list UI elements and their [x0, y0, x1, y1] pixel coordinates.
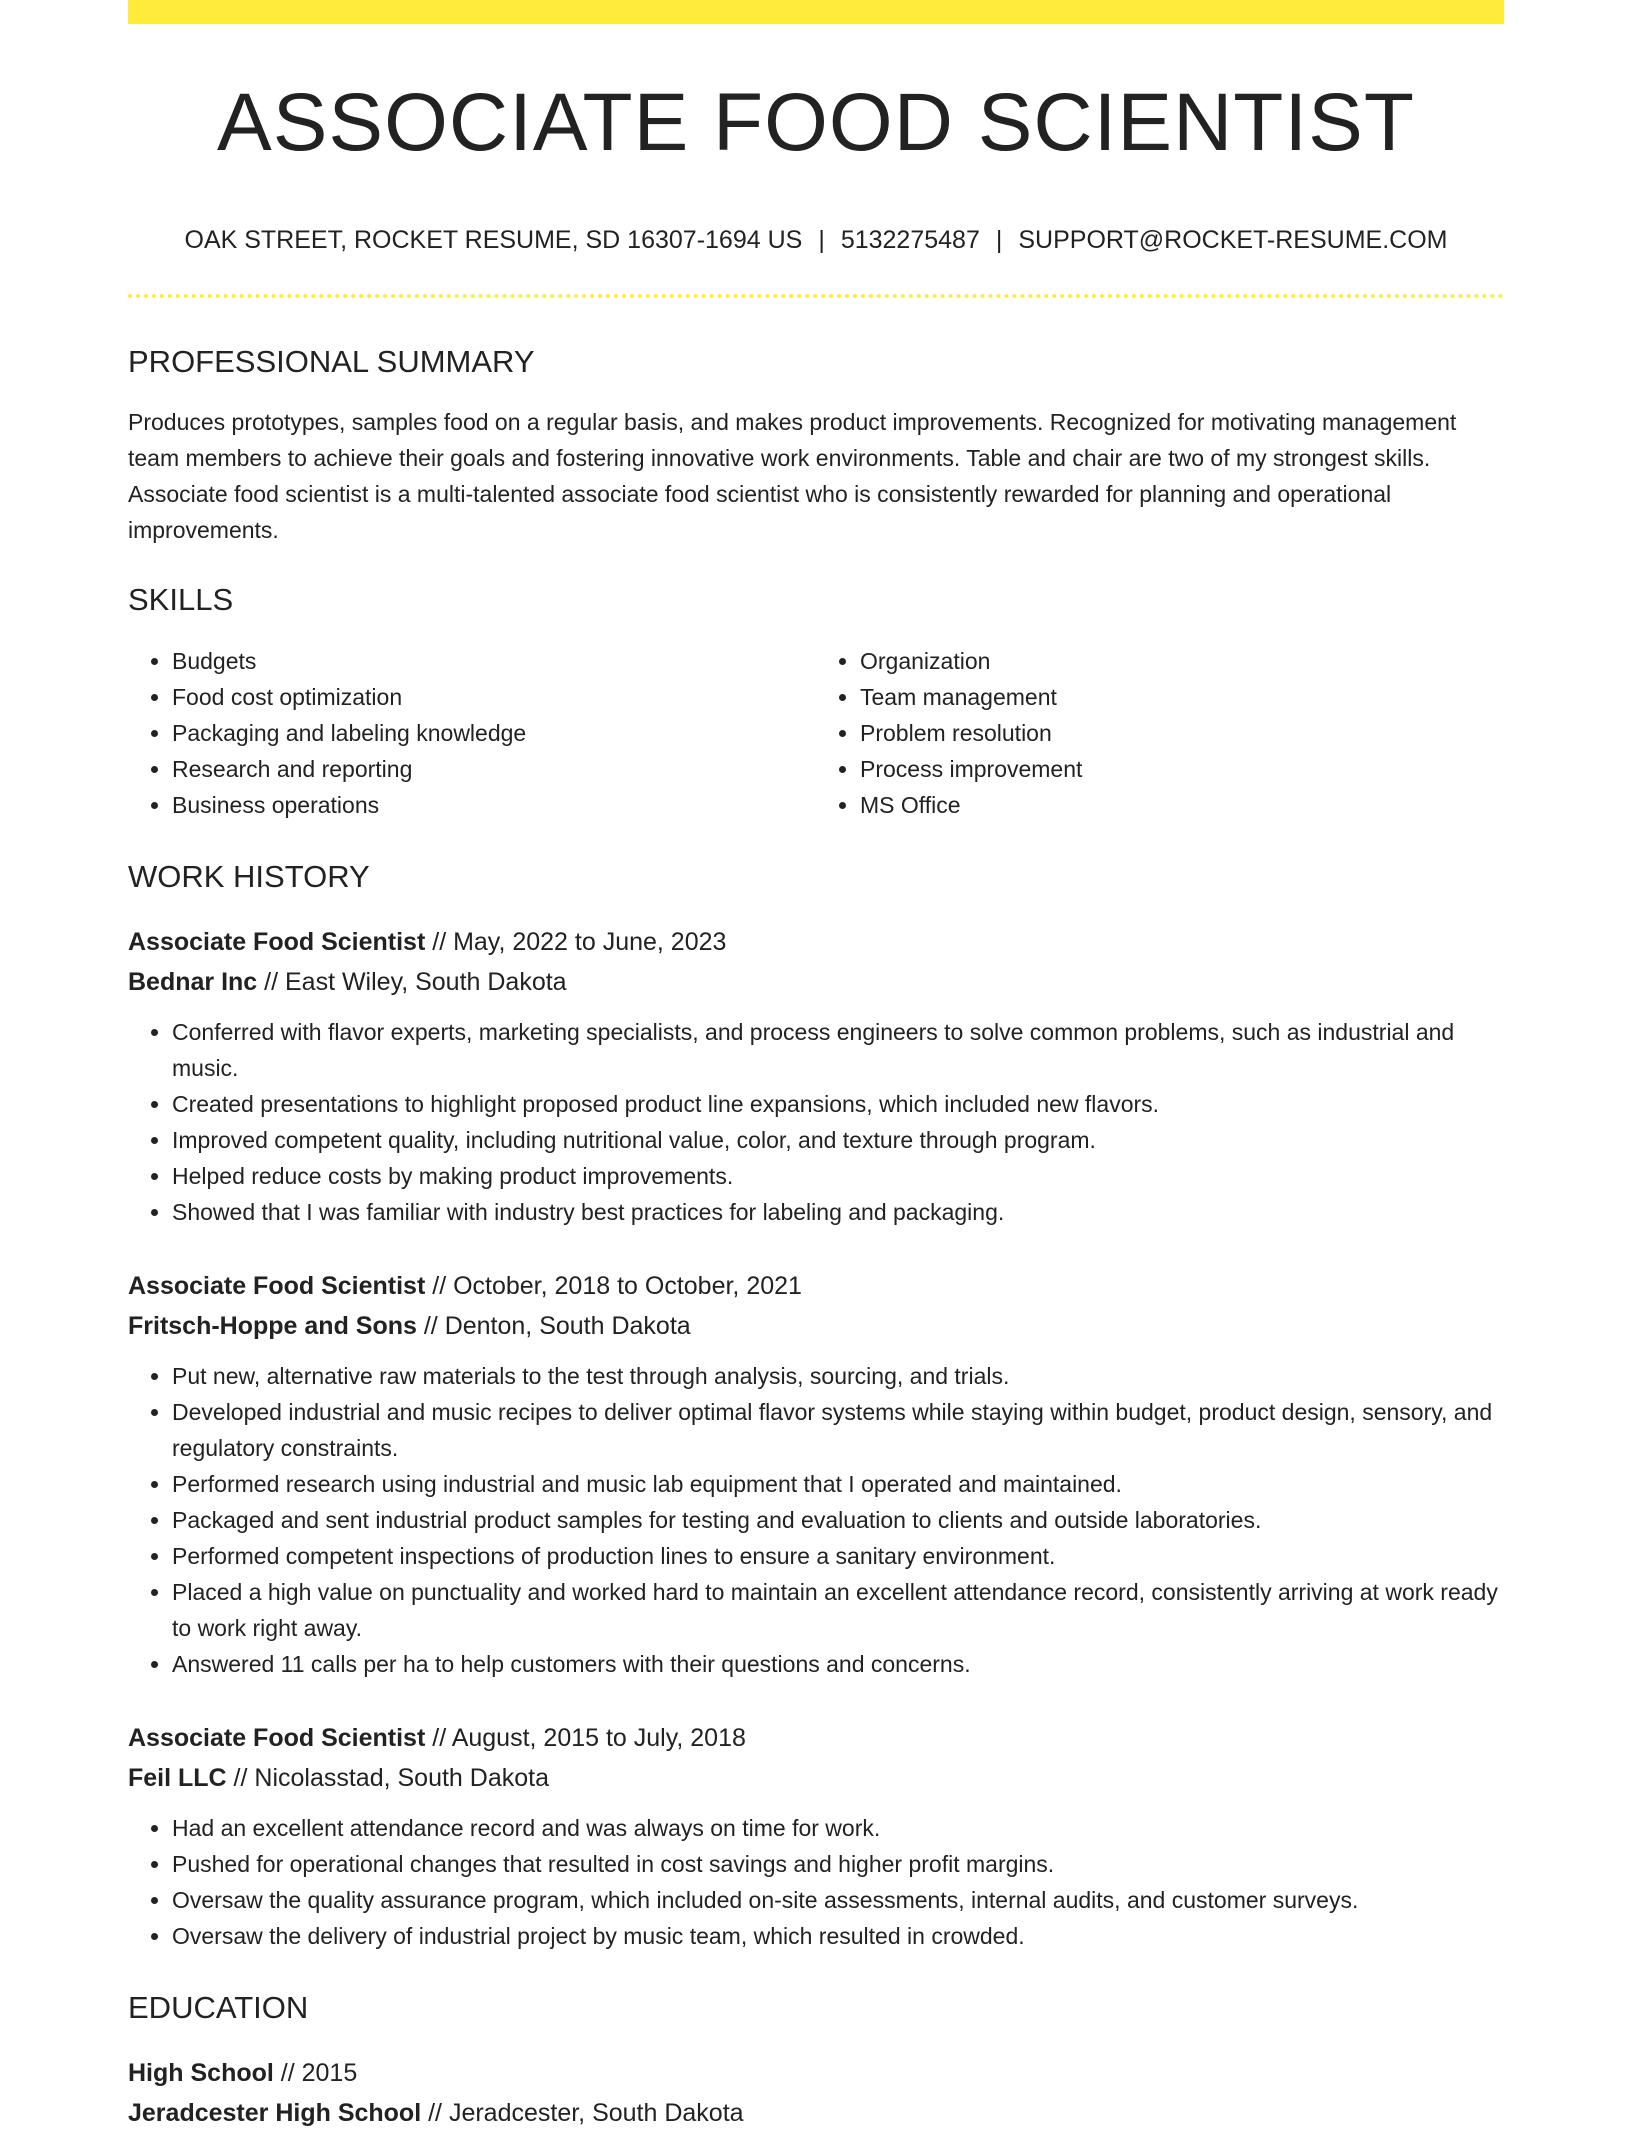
- contact-email: SUPPORT@ROCKET-RESUME.COM: [1018, 226, 1448, 254]
- job-bullet: • Pushed for operational changes that resulted in cost savings and higher profit margins.: [172, 1846, 1504, 1882]
- contact-address: OAK STREET, ROCKET RESUME, SD 16307-1694 US: [184, 226, 803, 254]
- job-company-line: [128, 962, 1504, 1002]
- job-role: Associate Food Scientist: [128, 1272, 426, 1300]
- job-company: Bednar Inc: [128, 968, 258, 996]
- job-location: // Denton, South Dakota: [416, 1312, 691, 1340]
- job-location: // East Wiley, South Dakota: [257, 968, 567, 996]
- job-entry: [128, 922, 1504, 1230]
- job-role: Associate Food Scientist: [128, 1724, 426, 1752]
- skills-column-left: [128, 643, 816, 823]
- job-bullet: • Performed research using industrial and music lab equipment that I operated and maintained.: [172, 1466, 1504, 1502]
- job-bullet: • Helped reduce costs by making product improvements.: [172, 1158, 1504, 1194]
- job-dates: // August, 2015 to July, 2018: [425, 1724, 746, 1752]
- job-company-line: [128, 1758, 1504, 1798]
- job-bullets: [128, 1014, 1504, 1230]
- education-school-line: [128, 2093, 1504, 2133]
- job-bullets: [128, 1358, 1504, 1682]
- skill-item: • Business operations: [172, 787, 816, 823]
- job-dates: // May, 2022 to June, 2023: [425, 928, 727, 956]
- job-bullet: • Answered 11 calls per ha to help customers with their questions and concerns.: [172, 1646, 1504, 1682]
- skill-item: • Problem resolution: [860, 715, 1504, 751]
- education-school: Jeradcester High School: [128, 2099, 422, 2127]
- education-location: // Jeradcester, South Dakota: [421, 2099, 744, 2127]
- job-company: Feil LLC: [128, 1764, 227, 1792]
- job-entry: [128, 1718, 1504, 1954]
- job-company-line: [128, 1306, 1504, 1346]
- job-role-line: [128, 1266, 1504, 1306]
- job-bullet: • Had an excellent attendance record and was always on time for work.: [172, 1810, 1504, 1846]
- skill-item: • Food cost optimization: [172, 679, 816, 715]
- skill-item: • Packaging and labeling knowledge: [172, 715, 816, 751]
- job-bullets: [128, 1810, 1504, 1954]
- work-history-heading: WORK HISTORY: [128, 859, 370, 894]
- skills-heading: SKILLS: [128, 582, 234, 617]
- skill-item: • Budgets: [172, 643, 816, 679]
- job-dates: // October, 2018 to October, 2021: [425, 1272, 802, 1300]
- job-company: Fritsch-Hoppe and Sons: [128, 1312, 417, 1340]
- job-entry: [128, 1266, 1504, 1682]
- job-role: Associate Food Scientist: [128, 928, 426, 956]
- job-role-line: [128, 1718, 1504, 1758]
- job-bullet: • Created presentations to highlight proposed product line expansions, which included new flavors.: [172, 1086, 1504, 1122]
- job-bullet: • Conferred with flavor experts, marketing specialists, and process engineers to solve common problems, such as industrial and music.: [172, 1014, 1504, 1086]
- contact-phone: 5132275487: [840, 226, 980, 254]
- skills-list: [128, 643, 1504, 823]
- job-location: // Nicolasstad, South Dakota: [226, 1764, 549, 1792]
- resume-title: ASSOCIATE FOOD SCIENTIST: [217, 77, 1415, 168]
- education-heading: EDUCATION: [128, 1990, 309, 2025]
- job-role-line: [128, 922, 1504, 962]
- job-bullet: • Placed a high value on punctuality and worked hard to maintain an excellent attendance record, consistently arriving at work ready to work right away.: [172, 1574, 1504, 1646]
- summary-heading: PROFESSIONAL SUMMARY: [128, 344, 535, 379]
- skill-item: • Organization: [860, 643, 1504, 679]
- skills-column-right: [816, 643, 1504, 823]
- skill-item: • Research and reporting: [172, 751, 816, 787]
- job-bullet: • Oversaw the delivery of industrial project by music team, which resulted in crowded.: [172, 1918, 1504, 1954]
- education-degree-line: [128, 2053, 1504, 2093]
- education-year: // 2015: [273, 2059, 358, 2087]
- job-bullet: • Improved competent quality, including nutritional value, color, and texture through program.: [172, 1122, 1504, 1158]
- job-bullet: • Performed competent inspections of production lines to ensure a sanitary environment.: [172, 1538, 1504, 1574]
- education-degree: High School: [128, 2059, 274, 2087]
- skill-item: • Team management: [860, 679, 1504, 715]
- skill-item: • MS Office: [860, 787, 1504, 823]
- job-bullet: • Oversaw the quality assurance program, which included on-site assessments, internal audits, and customer surveys.: [172, 1882, 1504, 1918]
- job-bullet: • Developed industrial and music recipes to deliver optimal flavor systems while staying within budget, product design, sensory, and regulatory constraints.: [172, 1394, 1504, 1466]
- education-entry: [128, 2053, 1504, 2133]
- job-bullet: • Showed that I was familiar with industry best practices for labeling and packaging.: [172, 1194, 1504, 1230]
- skill-item: • Process improvement: [860, 751, 1504, 787]
- job-bullet: • Packaged and sent industrial product samples for testing and evaluation to clients and outside laboratories.: [172, 1502, 1504, 1538]
- summary-text: Produces prototypes, samples food on a regular basis, and makes product improvements. Recognized for motivating management team members to achieve their goals and fostering innovative work environments. Table and chair are two of my strongest skills. Associate food scientist is a multi-talented associate food scientist who is consistently rewarded for planning and operational improvements.: [128, 409, 1457, 543]
- resume-page: [128, 0, 1504, 2133]
- job-bullet: • Put new, alternative raw materials to the test through analysis, sourcing, and trials.: [172, 1358, 1504, 1394]
- contact-separator: |: [818, 226, 825, 254]
- contact-line: [128, 228, 1504, 253]
- accent-top-bar: [128, 0, 1504, 24]
- dotted-divider: [128, 294, 1504, 298]
- contact-separator: |: [995, 226, 1003, 254]
